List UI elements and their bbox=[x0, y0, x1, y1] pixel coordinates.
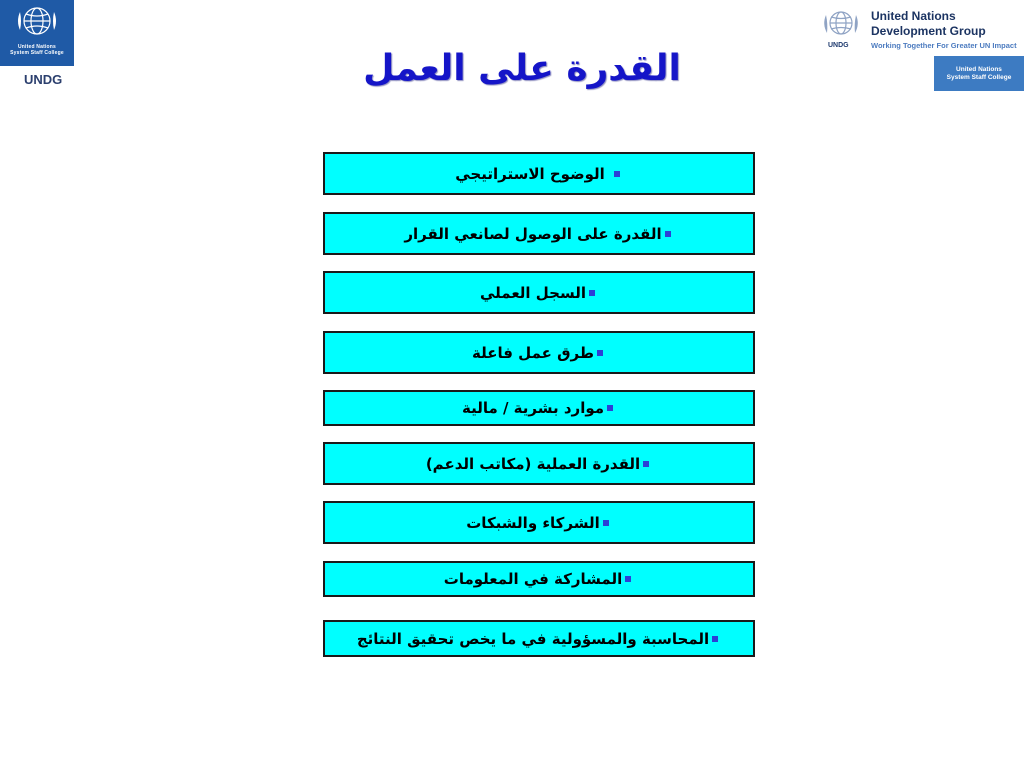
list-item-box bbox=[323, 152, 755, 195]
list-item-box bbox=[323, 561, 755, 597]
list-item-label: السجل العملي bbox=[479, 283, 587, 302]
page-title: القدرة على العمل bbox=[363, 48, 681, 89]
list-item-label: الشركاء والشبكات bbox=[466, 513, 600, 532]
college-line-1: United Nations bbox=[17, 44, 57, 50]
logo-undg-text: UNDG bbox=[24, 72, 63, 87]
list-item-label: المشاركة في المعلومات bbox=[443, 570, 623, 588]
list-item-box bbox=[323, 501, 755, 544]
list-item-label: موارد بشرية / مالية bbox=[461, 399, 605, 417]
list-item-label: القدرة على الوصول لصانعي القرار bbox=[404, 224, 662, 243]
list-item-label: طرق عمل فاعلة bbox=[472, 343, 594, 362]
square-bullet-icon bbox=[603, 520, 609, 526]
ssc-line-1: United Nations bbox=[956, 65, 1002, 73]
org-name bbox=[871, 9, 986, 39]
list-item-box bbox=[323, 620, 755, 657]
logo-undg-small-text: UNDG bbox=[828, 42, 849, 49]
list-item-label: القدرة العملية (مكاتب الدعم) bbox=[425, 454, 641, 473]
square-bullet-icon bbox=[589, 290, 595, 296]
list-item-label: المحاسبة والمسؤولية في ما يخص تحقيق النتائج bbox=[356, 629, 710, 648]
list-item-box bbox=[323, 331, 755, 374]
list-item-box bbox=[323, 271, 755, 314]
un-emblem-icon bbox=[821, 5, 861, 45]
square-bullet-icon bbox=[607, 405, 613, 411]
college-line-2: System Staff College bbox=[10, 50, 64, 56]
org-name-line-2: Development Group bbox=[871, 24, 986, 38]
ssc-line-2: System Staff College bbox=[946, 73, 1012, 81]
list-item-label: الوضوح الاستراتيجي bbox=[455, 164, 605, 183]
square-bullet-icon bbox=[643, 461, 649, 467]
org-tagline: Working Together For Greater UN Impact bbox=[871, 41, 1017, 50]
square-bullet-icon bbox=[712, 636, 718, 642]
square-bullet-icon bbox=[614, 171, 620, 177]
square-bullet-icon bbox=[597, 350, 603, 356]
list-item-box bbox=[323, 390, 755, 426]
un-emblem-icon bbox=[0, 0, 74, 44]
square-bullet-icon bbox=[665, 231, 671, 237]
square-bullet-icon bbox=[625, 576, 631, 582]
list-item-box bbox=[323, 442, 755, 485]
org-name-line-1: United Nations bbox=[871, 9, 956, 23]
list-item-box bbox=[323, 212, 755, 255]
